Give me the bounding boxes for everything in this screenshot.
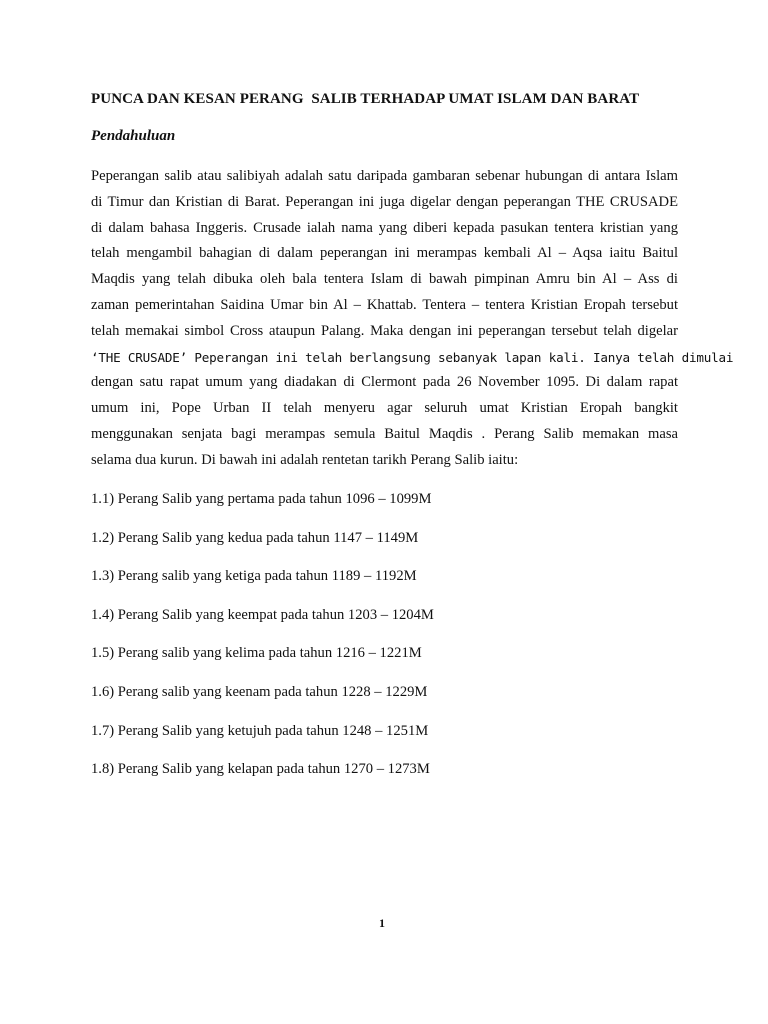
page-number: 1 [379,916,385,930]
list-item: 1.2) Perang Salib yang kedua pada tahun 1147 – 1149M [91,529,419,546]
list-item: 1.3) Perang salib yang ketiga pada tahun 1189 – 1192M [91,568,417,585]
paragraph-line-mixed-font [91,345,734,371]
paragraph-line: telah memakai simbol Cross ataupun Palang. Maka dengan ini peperangan tersebut telah digelar [91,322,678,339]
paragraph-line: zaman pemerintahan Saidina Umar bin Al – Khattab. Tentera – tentera Kristian Eropah tersebut [91,296,678,313]
list-item: 1.6) Perang salib yang keenam pada tahun 1228 – 1229M [91,683,428,700]
paragraph-line: dengan satu rapat umum yang diadakan di Clermont pada 26 November 1095. Di dalam rapat [91,374,678,391]
paragraph-line: Peperangan salib atau salibiyah adalah satu daripada gambaran sebenar hubungan di antara Islam [91,168,678,184]
list-item: 1.7) Perang Salib yang ketujuh pada tahun 1248 – 1251M [91,722,429,739]
paragraph-line: selama dua kurun. Di bawah ini adalah rentetan tarikh Perang Salib iaitu: [91,451,519,468]
intro-paragraph [91,164,734,474]
list-item: 1.1) Perang Salib yang pertama pada tahun 1096 – 1099M [91,491,432,507]
crusade-dates-list [91,491,434,800]
section-heading-pendahuluan: Pendahuluan [91,128,176,144]
paragraph-line: Maqdis yang telah dibuka oleh bala tentera Islam di bawah pimpinan Amru bin Al – Ass di [91,271,678,288]
paragraph-line: menggunakan senjata bagi merampas semula Baitul Maqdis . Perang Salib memakan masa [91,425,678,442]
list-item: 1.8) Perang Salib yang kelapan pada tahun 1270 – 1273M [91,761,430,778]
list-item: 1.5) Perang salib yang kelima pada tahun 1216 – 1221M [91,645,422,662]
monospace-text-run: ‘THE CRUSADE’ Peperangan ini telah berlangsung sebanyak lapan kali. Ianya telah dimulai [91,349,734,365]
document-title: PUNCA DAN KESAN PERANG SALIB TERHADAP UMAT ISLAM DAN BARAT [91,91,640,107]
paragraph-line: umum ini, Pope Urban II telah menyeru agar seluruh umat Kristian Eropah bangkit [91,400,678,417]
list-item: 1.4) Perang Salib yang keempat pada tahun 1203 – 1204M [91,606,434,623]
paragraph-line: di Timur dan Kristian di Barat. Peperangan ini juga digelar dengan peperangan THE CRUSADE [91,193,678,210]
paragraph-line: telah mengambil bahagian di dalam peperangan ini merampas kembali Al – Aqsa iaitu Baitul [91,245,678,262]
paragraph-line: di dalam bahasa Inggeris. Crusade ialah nama yang diberi kepada pasukan tentera kristian yang [91,219,678,236]
